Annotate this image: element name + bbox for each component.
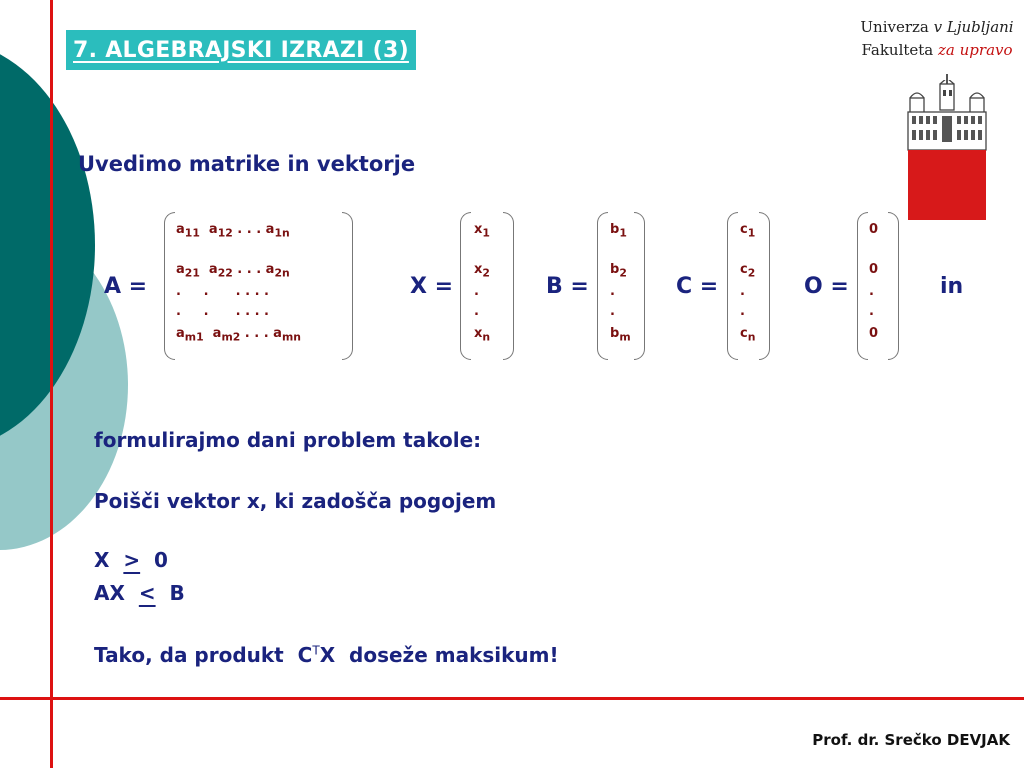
conjunction-in: in	[940, 274, 964, 299]
label-O: O =	[804, 274, 849, 299]
vector-O-row	[869, 284, 874, 300]
objective-statement	[94, 643, 559, 667]
matrix-A-row-4	[176, 304, 269, 320]
objective-text: X doseže maksikum!	[319, 643, 559, 667]
faculty-word: Fakulteta	[861, 41, 939, 59]
vector-X-entry: x	[474, 262, 483, 277]
matrix-A-row-5	[176, 326, 301, 346]
vector-B-subscript: 1	[619, 226, 627, 240]
matrix-A-entry: a	[176, 222, 185, 237]
matrix-A-entry: . . . a	[232, 262, 275, 277]
vector-C-row	[740, 222, 755, 242]
vector-B-row	[610, 284, 615, 300]
matrix-A-subscript: 1n	[274, 226, 290, 240]
vector-C-entry: .	[740, 284, 745, 299]
faculty-name	[850, 41, 1024, 59]
matrix-A-entry: . . . . . .	[176, 304, 269, 319]
vector-B-entry: b	[610, 222, 620, 237]
vector-X-subscript: 2	[482, 266, 490, 280]
label-C: C =	[676, 274, 719, 299]
vector-O-entry: 0	[869, 326, 879, 341]
vector-C-row	[740, 284, 745, 300]
matrix-A-row-1	[176, 222, 290, 242]
constraint-lhs: AX	[94, 581, 139, 605]
vector-X-left-bracket	[460, 212, 471, 360]
label-A: A =	[104, 274, 148, 299]
matrix-A-entry: a	[176, 262, 185, 277]
matrix-A-row-3	[176, 284, 269, 300]
label-B: B =	[546, 274, 589, 299]
vector-X-entry: x	[474, 326, 483, 341]
constraint-nonnegativity	[94, 548, 168, 572]
matrix-A-entry: a	[203, 326, 222, 341]
matrix-A-right-bracket	[342, 212, 353, 360]
vector-C-entry: .	[740, 304, 745, 319]
vector-B-subscript: 2	[619, 266, 627, 280]
matrix-A-left-bracket	[164, 212, 175, 360]
constraint-rhs: B	[155, 581, 185, 605]
constraint-inequality	[94, 581, 185, 605]
vector-X-entry: x	[474, 222, 483, 237]
vector-B-subscript: m	[619, 330, 631, 344]
vector-C-entry: c	[740, 326, 748, 341]
vector-C-right-bracket	[759, 212, 770, 360]
matrix-A-subscript: 2n	[274, 266, 290, 280]
vector-B-row	[610, 262, 627, 282]
matrix-A-subscript: 12	[217, 226, 233, 240]
vector-C-row	[740, 304, 745, 320]
matrix-A-subscript: m2	[221, 330, 241, 344]
vector-X-row	[474, 284, 479, 300]
matrix-A-entry: a	[176, 326, 185, 341]
matrix-A-subscript: mn	[281, 330, 301, 344]
vector-O-row	[869, 222, 878, 238]
vector-B-entry: b	[610, 326, 620, 341]
label-X: X =	[410, 274, 454, 299]
slide-title: 7. ALGEBRAJSKI IZRAZI (3)	[73, 37, 409, 63]
transpose-superscript: T	[312, 643, 320, 658]
university-building-logo	[900, 80, 992, 222]
vector-O-entry: .	[869, 284, 874, 299]
problem-intro: formulirajmo dani problem takole:	[94, 428, 482, 452]
vector-B-entry: .	[610, 284, 615, 299]
vector-C-subscript: 2	[747, 266, 756, 280]
vector-B-entry: .	[610, 304, 615, 319]
vector-X-row	[474, 304, 479, 320]
vector-X-subscript: n	[482, 330, 491, 344]
author-footer: Prof. dr. Srečko DEVJAK	[812, 731, 1010, 749]
university-name	[850, 18, 1024, 36]
matrix-A-entry: a	[199, 262, 218, 277]
vector-C-left-bracket	[727, 212, 738, 360]
vector-C-row	[740, 326, 755, 346]
matrix-A-entry: . . . a	[240, 326, 282, 341]
vector-B-row	[610, 326, 631, 346]
vector-B-row	[610, 304, 615, 320]
red-vertical-line	[50, 0, 53, 768]
vector-O-entry: 0	[869, 262, 879, 277]
constraint-lhs: X	[94, 548, 124, 572]
matrix-A-subscript: m1	[184, 330, 204, 344]
relation-leq: <	[138, 581, 156, 605]
vector-C-subscript: n	[747, 330, 756, 344]
vector-O-left-bracket	[857, 212, 868, 360]
faculty-field: za upravo	[938, 41, 1013, 59]
matrix-A-subscript: 22	[217, 266, 233, 280]
vector-O-right-bracket	[888, 212, 899, 360]
vector-X-right-bracket	[503, 212, 514, 360]
slide-title-box	[66, 30, 416, 70]
vector-X-row	[474, 326, 490, 346]
vector-B-right-bracket	[634, 212, 645, 360]
matrix-A-subscript: 11	[184, 226, 200, 240]
vector-B-left-bracket	[597, 212, 608, 360]
vector-C-entry: c	[740, 222, 748, 237]
matrix-A-entry: a	[199, 222, 218, 237]
intro-heading: Uvedimo matrike in vektorje	[78, 152, 416, 176]
university-word: Univerza	[860, 18, 934, 36]
matrix-A-row-2	[176, 262, 290, 282]
vector-B-row	[610, 222, 627, 242]
vector-X-row	[474, 262, 490, 282]
red-horizontal-line	[0, 697, 1024, 700]
vector-C-entry: c	[740, 262, 748, 277]
vector-C-row	[740, 262, 755, 282]
vector-O-row	[869, 262, 878, 278]
vector-O-entry: 0	[869, 222, 879, 237]
vector-X-row	[474, 222, 490, 242]
matrix-A-entry: . . . . . .	[176, 284, 269, 299]
matrix-A-subscript: 21	[184, 266, 200, 280]
problem-statement: Poišči vektor x, ki zadošča pogojem	[94, 489, 497, 513]
matrix-A-entry: . . . a	[232, 222, 275, 237]
relation-geq: >	[123, 548, 141, 572]
vector-O-row	[869, 326, 878, 342]
vector-X-entry: .	[474, 304, 479, 319]
vector-X-entry: .	[474, 284, 479, 299]
vector-O-entry: .	[869, 304, 874, 319]
university-city: v Ljubljani	[933, 18, 1014, 36]
vector-O-row	[869, 304, 874, 320]
vector-C-subscript: 1	[747, 226, 756, 240]
objective-text: Tako, da produkt C	[94, 643, 313, 667]
constraint-rhs: 0	[140, 548, 168, 572]
vector-X-subscript: 1	[482, 226, 490, 240]
vector-B-entry: b	[610, 262, 620, 277]
